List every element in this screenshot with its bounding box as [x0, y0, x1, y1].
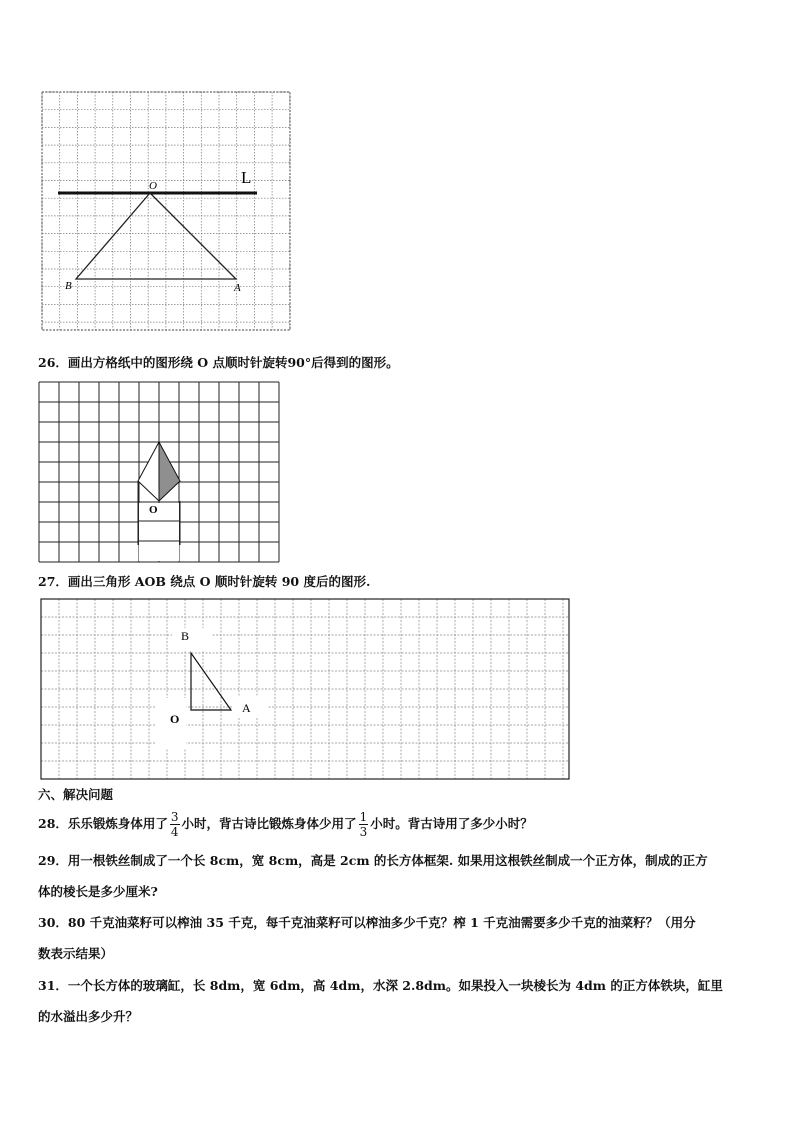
question-30-line-2: 数表示结果）: [38, 946, 114, 961]
question-29-line-1: 29．用一根铁丝制成了一个长 8cm，宽 8cm，高是 2cm 的长方体框架. 如果用这根铁丝制成一个正方体，制成的正方: [38, 853, 708, 868]
label-a: A: [242, 701, 251, 715]
frac2-denominator: 3: [359, 825, 368, 839]
figure-3-grid: [40, 598, 572, 782]
question-31-line-1: 31．一个长方体的玻璃缸，长 8dm，宽 6dm，高 4dm，水深 2.8dm。如果投入一块棱长为 4dm 的正方体铁块，缸里: [38, 978, 723, 993]
question-29-line-2: 体的棱长是多少厘米?: [38, 884, 158, 899]
question-27: 27．画出三角形 AOB 绕点 O 顺时针旋转 90 度后的图形.: [38, 574, 371, 589]
frac1-numerator: 3: [170, 810, 179, 824]
fraction-1-3: [359, 810, 369, 839]
figure-1-grid: [40, 90, 292, 332]
triangle-aob: [191, 653, 231, 710]
q28-part3: 小时。背古诗用了多少小时？: [370, 816, 533, 831]
question-26: 26．画出方格纸中的图形绕 O 点顺时针旋转90°后得到的图形。: [38, 355, 399, 370]
label-l: L: [241, 168, 252, 187]
label-o: O: [149, 504, 158, 516]
frac2-numerator: 1: [359, 810, 368, 824]
frac1-denominator: 4: [170, 825, 179, 839]
label-o: O: [170, 712, 180, 726]
question-30-line-1: 30．80 千克油菜籽可以榨油 35 千克，每千克油菜籽可以榨油多少千克？榨 1 千克油需要多少千克的油菜籽？（用分: [38, 915, 696, 930]
fraction-3-4: [170, 810, 180, 839]
triangle-oab: [76, 193, 236, 279]
label-b: B: [181, 629, 190, 643]
kite-white-half: [138, 442, 159, 501]
kite-shaded-half: [159, 442, 180, 501]
q28-part1: 28．乐乐锻炼身体用了: [38, 816, 168, 831]
question-28: [38, 810, 533, 839]
label-o: O: [149, 180, 157, 192]
q28-part2: 小时，背古诗比锻炼身体少用了: [181, 816, 357, 831]
figure-2-grid: [38, 381, 282, 563]
question-31-line-2: 的水溢出多少升？: [38, 1009, 139, 1024]
label-a: A: [234, 282, 241, 294]
section-title: 六、解决问题: [38, 787, 114, 802]
label-b: B: [65, 280, 72, 292]
